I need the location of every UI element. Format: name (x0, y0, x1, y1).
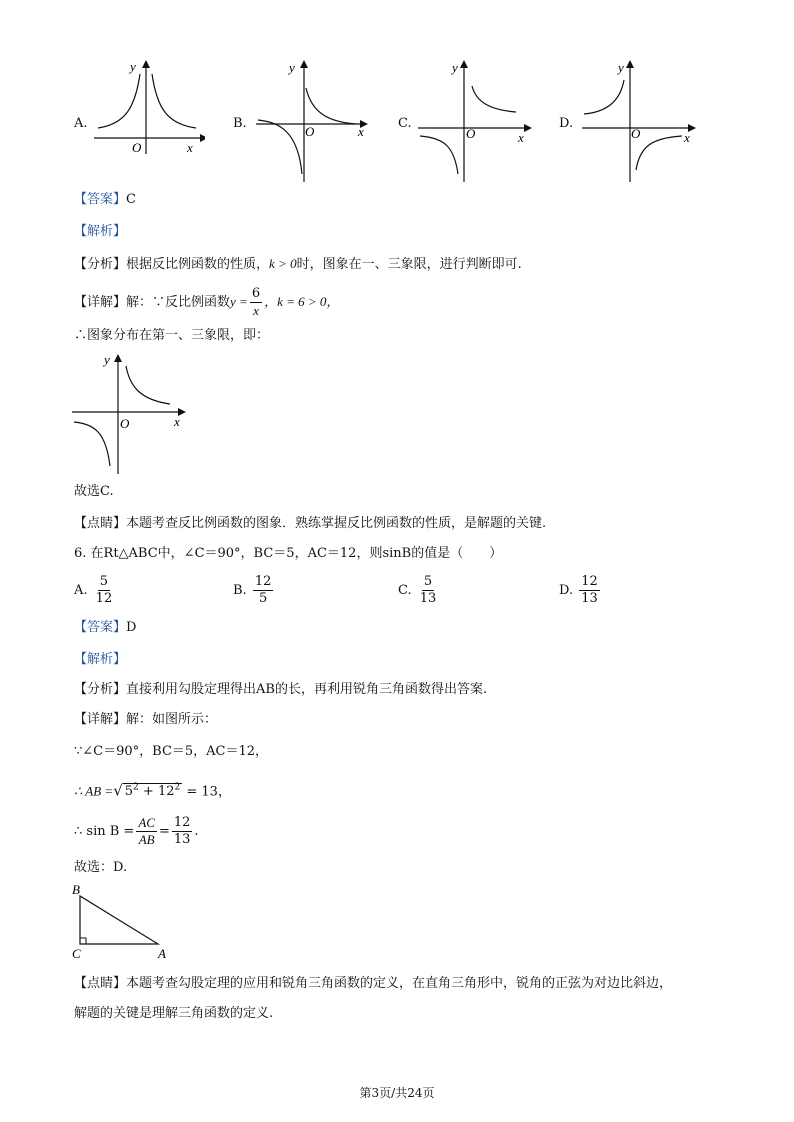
answer-graph-origin: O (120, 416, 130, 431)
vertex-a: A (158, 946, 166, 961)
answer-value: C (126, 192, 136, 207)
q6-given-line: ∵∠C＝90°，BC＝5，AC＝12， (74, 744, 269, 759)
q5-graph-d (578, 58, 700, 186)
q5-graph-a (90, 58, 205, 158)
graph-c-x: x (518, 130, 524, 145)
q5-detail-line: 【详解】解：∵反比例函数y = $\frac{6}{x}$ ，k = 6 > 0， (74, 286, 340, 318)
graph-c-y: y (452, 60, 458, 75)
q6-note-line-1: 【点睛】本题考查勾股定理的应用和锐角三角函数的定义，在直角三角形中，锐角的正弦为对边比斜边， (74, 976, 673, 991)
q6-answer-line: 【答案】D (74, 620, 137, 635)
q5-note-line: 【点睛】本题考查反比例函数的图象．熟练掌握反比例函数的性质，是解题的关键. (74, 516, 547, 531)
q6-ab-line: ∴ AB =√ $5^2 + 12^2 = 13$， (74, 781, 231, 800)
graph-d-x: x (684, 130, 690, 145)
q5-answer-graph (70, 352, 190, 476)
q6-option-c: C. $\frac{5}{13}$ (398, 574, 437, 606)
graph-c-origin: O (466, 126, 476, 141)
q6-detail-line: 【详解】解：如图所示： (74, 712, 218, 727)
graph-a-origin: O (132, 140, 142, 155)
q5-option-a-label: A. (74, 116, 88, 131)
q5-answer-line (74, 190, 136, 210)
q5-quadrant-line: ∴图象分布在第一、三象限，即： (74, 328, 270, 343)
answer-graph-y: y (104, 352, 110, 367)
q5-fenxi-line: 【分析】根据反比例函数的性质，k > 0时，图象在一、三象限，进行判断即可. (74, 256, 522, 272)
analysis-tag: 【解析】 (74, 224, 127, 239)
q5-graph-c (414, 58, 534, 186)
vertex-c: C (72, 946, 81, 961)
graph-b-origin: O (305, 124, 315, 139)
q5-analysis-line (74, 222, 126, 242)
q5-choose-line: 故选C. (74, 484, 114, 499)
graph-a-x: x (187, 140, 193, 155)
answer-tag: 【答案】 (74, 192, 127, 207)
q5-option-b-label: B. (233, 116, 247, 131)
answer-graph-x: x (174, 414, 180, 429)
q5-option-c-label: C. (398, 116, 412, 131)
graph-d-origin: O (631, 126, 641, 141)
graph-a-y: y (130, 59, 136, 74)
q6-analysis-line: 【解析】 (74, 652, 127, 667)
fraction-6-over-x: $\frac{6}{x}$ (251, 286, 261, 318)
graph-d-y: y (618, 60, 624, 75)
q6-sin-line: ∴ sin B = $\frac{AC}{AB}$ = $\frac{12}{13}$ . (74, 815, 199, 847)
q6-note-line-2: 解题的关键是理解三角函数的定义. (74, 1006, 274, 1021)
detail-tag: 【详解】 (74, 295, 127, 310)
q6-fenxi-line: 【分析】直接利用勾股定理得出AB的长，再利用锐角三角函数得出答案. (74, 682, 488, 697)
q5-graph-b (252, 58, 372, 186)
q6-option-d: D. $\frac{12}{13}$ (559, 574, 598, 606)
q5-option-d-label: D. (559, 116, 574, 131)
graph-b-x: x (358, 124, 364, 139)
vertex-b: B (72, 882, 80, 897)
q6-option-a: A. $\frac{5}{12}$ (74, 574, 113, 606)
q6-triangle-figure (68, 882, 178, 962)
page-footer: 第3页/共24页 (359, 1086, 435, 1100)
graph-b-y: y (289, 60, 295, 75)
q6-stem: 6. 在Rt△ABC中，∠C＝90°，BC＝5，AC＝12，则sinB的值是（ ） (74, 546, 503, 561)
q6-option-b: B. $\frac{12}{5}$ (233, 574, 272, 606)
q6-choose-line: 故选：D. (74, 860, 128, 875)
fenxi-tag: 【分析】 (74, 257, 127, 272)
note-tag: 【点睛】 (74, 516, 127, 531)
